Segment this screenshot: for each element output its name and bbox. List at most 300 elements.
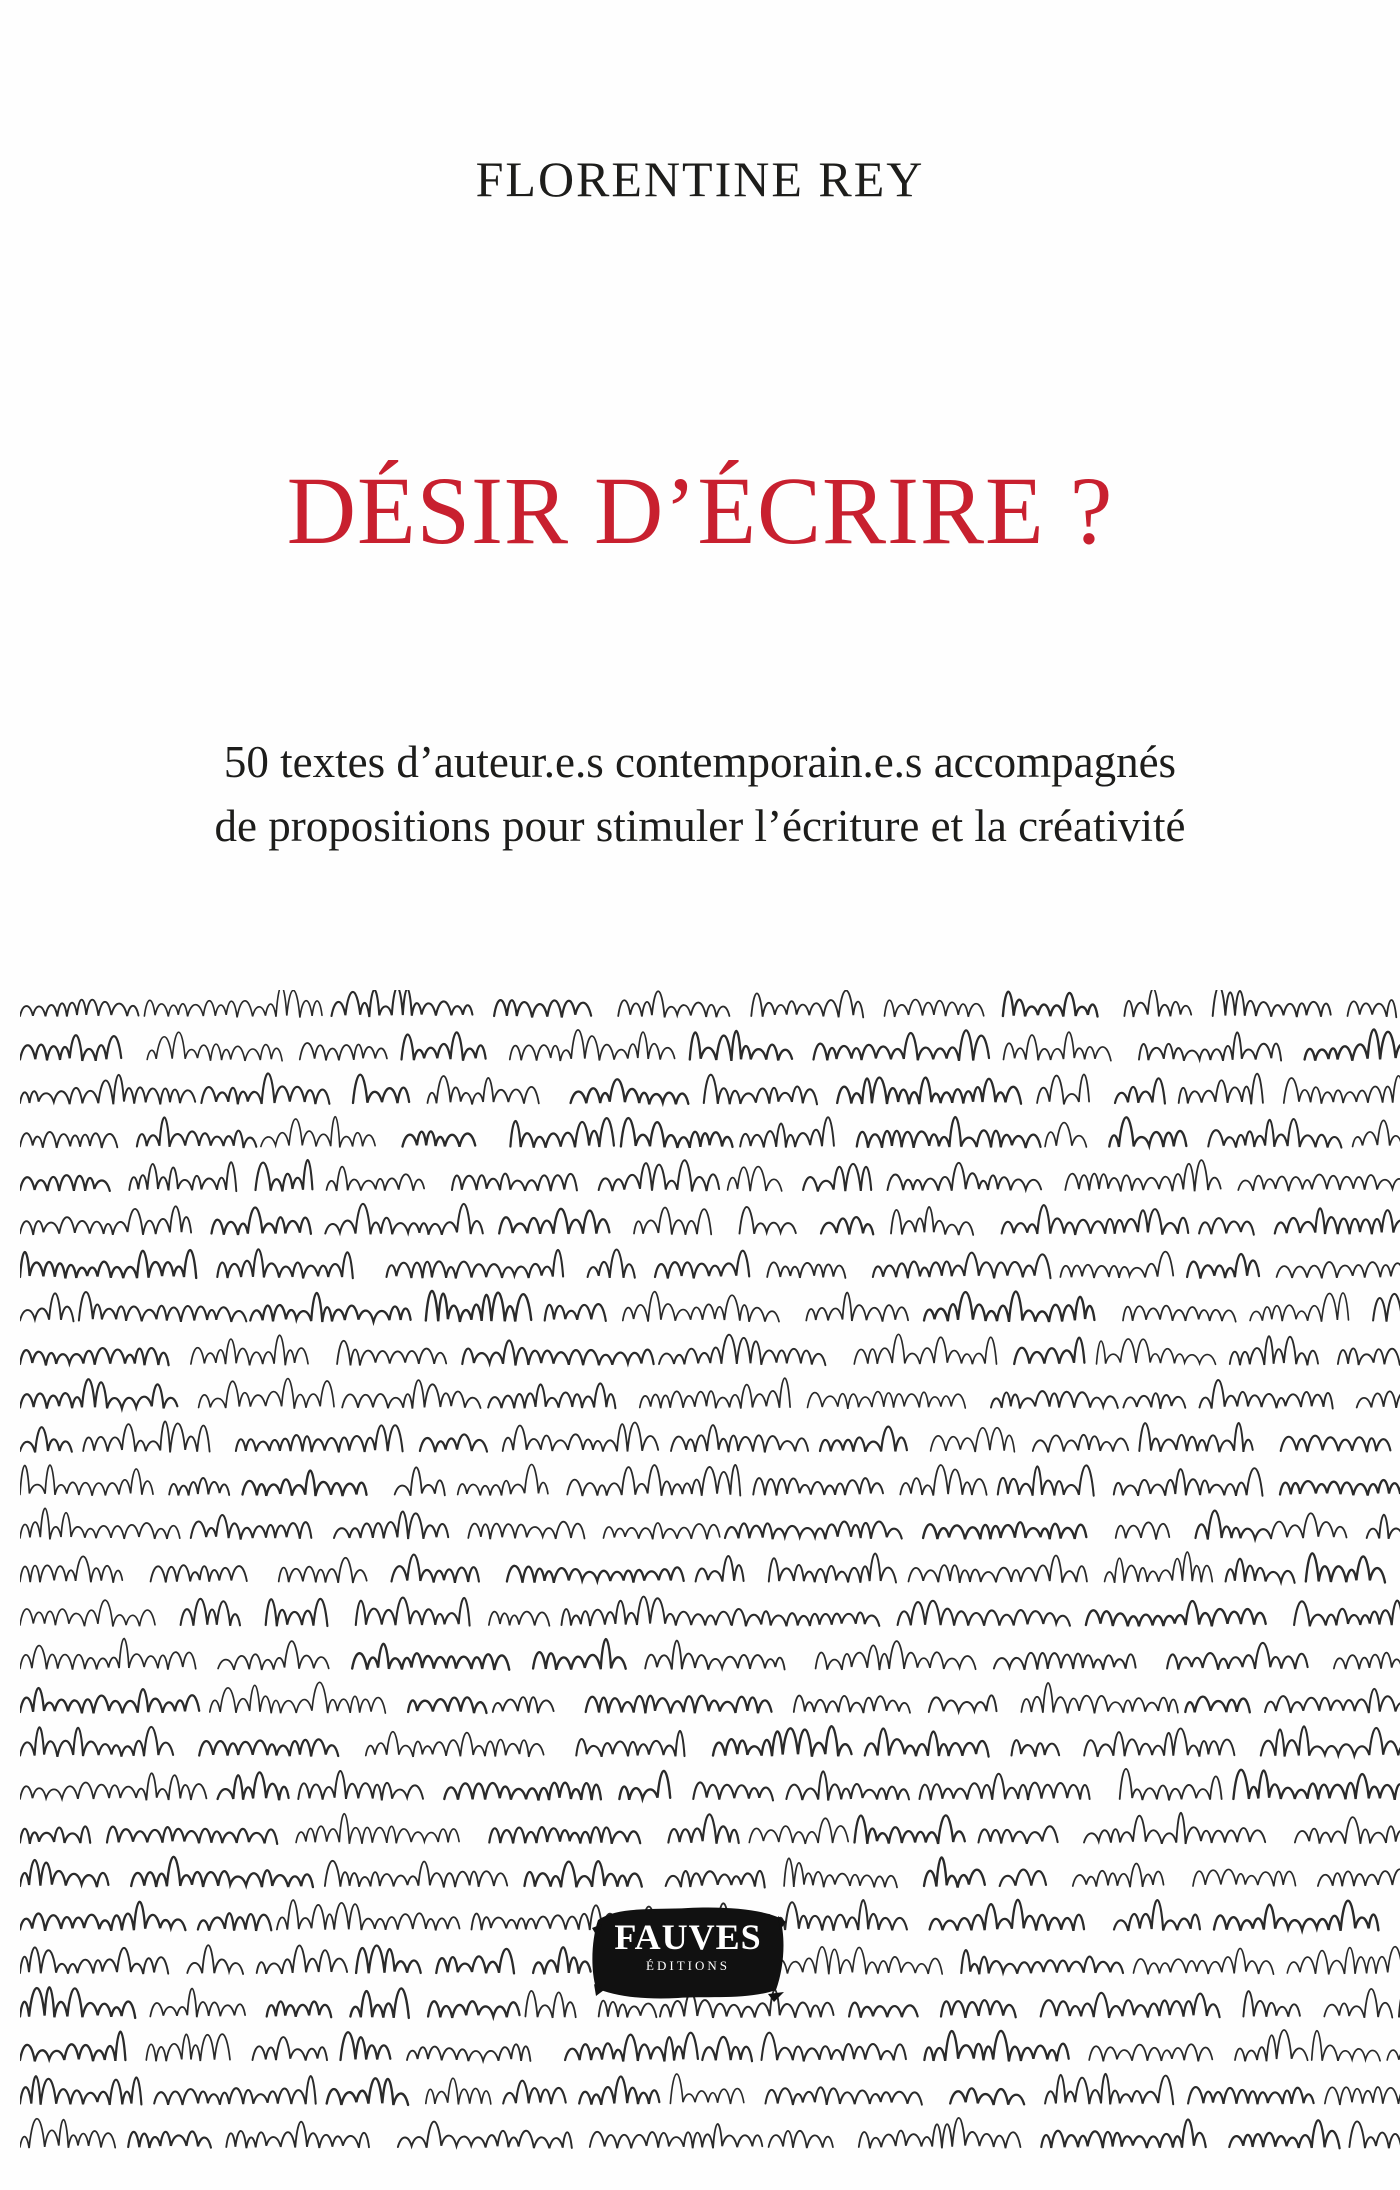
- handwritten-word: [428, 2001, 519, 2018]
- handwritten-word: [510, 1030, 675, 1061]
- handwritten-word: [634, 1208, 711, 1235]
- handwritten-word: [621, 1118, 733, 1148]
- handwritten-word: [1134, 1948, 1274, 1974]
- handwritten-word: [332, 990, 473, 1017]
- handwritten-word: [1306, 1553, 1385, 1582]
- handwritten-word: [1060, 1252, 1173, 1278]
- handwritten-word: [503, 2081, 566, 2104]
- handwritten-word: [1324, 1989, 1392, 2018]
- handwritten-word: [920, 1774, 1090, 1800]
- handwritten-word: [20, 1293, 74, 1321]
- handwritten-word: [599, 1160, 719, 1191]
- handwritten-word: [794, 1696, 910, 1714]
- handwritten-word: [395, 1467, 445, 1495]
- handwritten-word: [212, 1208, 311, 1235]
- handwritten-word: [337, 1341, 446, 1366]
- handwritten-word: [1199, 1218, 1254, 1235]
- handwritten-word: [20, 1206, 191, 1235]
- handwritten-word: [774, 1947, 942, 1974]
- handwritten-word: [20, 1000, 139, 1017]
- handwritten-word: [452, 1174, 577, 1191]
- handwritten-word: [1250, 1293, 1348, 1322]
- handwritten-word: [1084, 1813, 1265, 1844]
- author-name: FLORENTINE REY: [475, 151, 925, 207]
- handwritten-word: [1213, 990, 1331, 1017]
- handwritten-word: [749, 1818, 848, 1844]
- handwritten-word: [20, 1035, 121, 1061]
- handwritten-word: [576, 1731, 684, 1757]
- handwritten-word: [256, 1160, 313, 1191]
- handwritten-line: [20, 1597, 1400, 1627]
- handwritten-word: [350, 1988, 408, 2017]
- handwritten-word: [1233, 1770, 1400, 1800]
- handwritten-word: [659, 1335, 825, 1366]
- handwritten-word: [1261, 1726, 1400, 1756]
- handwritten-word: [428, 1076, 539, 1104]
- handwritten-word: [1280, 1471, 1400, 1495]
- handwritten-word: [226, 2122, 369, 2149]
- handwritten-word: [169, 1478, 229, 1496]
- handwritten-word: [837, 1078, 1021, 1105]
- handwritten-word: [732, 1609, 879, 1626]
- handwritten-word: [199, 1739, 338, 1756]
- handwritten-word: [728, 1167, 782, 1192]
- handwritten-word: [849, 2003, 918, 2018]
- handwritten-line: [20, 1769, 1400, 1801]
- handwritten-line: [20, 1552, 1385, 1583]
- handwritten-word: [586, 1696, 772, 1714]
- handwritten-word: [941, 2000, 1016, 2018]
- handwritten-word: [408, 1697, 486, 1713]
- handwritten-word: [20, 1132, 117, 1148]
- handwritten-word: [1338, 1348, 1400, 1365]
- handwritten-manuscript-illustration: [20, 990, 1400, 2190]
- handwritten-word: [1041, 1993, 1220, 2018]
- handwritten-word: [814, 1030, 990, 1060]
- handwritten-word: [356, 1945, 421, 1973]
- handwritten-word: [217, 1249, 352, 1278]
- handwritten-word: [1109, 1117, 1186, 1147]
- handwritten-word: [924, 1857, 985, 1887]
- handwritten-word: [1357, 1391, 1400, 1408]
- handwritten-word: [618, 991, 729, 1017]
- handwritten-word: [1348, 1000, 1397, 1017]
- handwritten-word: [767, 1262, 845, 1278]
- handwritten-word: [1037, 1074, 1089, 1104]
- handwritten-word: [387, 1250, 564, 1279]
- handwritten-word: [426, 2078, 491, 2104]
- handwritten-word: [1275, 1208, 1400, 1234]
- handwritten-word: [352, 1644, 509, 1670]
- handwritten-word: [1089, 2044, 1212, 2061]
- handwritten-word: [20, 1947, 168, 1974]
- handwritten-line: [20, 1291, 1400, 1322]
- handwritten-word: [20, 1987, 135, 2018]
- handwritten-word: [1123, 1393, 1185, 1409]
- handwritten-word: [1284, 1076, 1400, 1104]
- handwritten-word: [436, 1949, 514, 1974]
- handwritten-word: [1387, 2049, 1400, 2061]
- handwritten-word: [236, 1425, 403, 1452]
- handwritten-word: [20, 1860, 108, 1887]
- handwritten-word: [865, 1728, 989, 1756]
- handwritten-word: [250, 1293, 410, 1322]
- handwritten-word: [623, 1292, 779, 1322]
- handwritten-word: [507, 1566, 684, 1583]
- handwritten-word: [298, 1771, 423, 1800]
- handwritten-word: [151, 1565, 247, 1582]
- handwritten-word: [1373, 1294, 1400, 1322]
- handwritten-word: [131, 1857, 313, 1887]
- handwritten-word: [590, 2124, 763, 2148]
- handwritten-word: [690, 1031, 792, 1061]
- handwritten-word: [525, 1991, 575, 2018]
- handwritten-word: [762, 2033, 906, 2062]
- handwritten-word: [1097, 1339, 1216, 1364]
- handwritten-line: [20, 1421, 1390, 1452]
- handwritten-word: [296, 1814, 459, 1844]
- handwritten-word: [20, 1727, 173, 1757]
- handwritten-word: [1196, 1511, 1272, 1540]
- handwritten-word: [808, 1392, 966, 1409]
- handwritten-line: [20, 1813, 1400, 1844]
- handwritten-word: [20, 1826, 90, 1843]
- handwritten-word: [1114, 1900, 1200, 1931]
- handwritten-word: [489, 1612, 550, 1626]
- handwritten-word: [961, 1950, 1123, 1974]
- handwritten-word: [20, 1688, 199, 1713]
- handwritten-word: [1238, 1174, 1400, 1191]
- handwritten-word: [20, 1600, 155, 1626]
- handwritten-word: [567, 1465, 740, 1496]
- handwritten-line: [20, 1639, 1400, 1670]
- handwritten-word: [1086, 1601, 1266, 1626]
- handwritten-word: [83, 1421, 209, 1452]
- handwritten-word: [1193, 1869, 1296, 1886]
- handwritten-word: [855, 1815, 965, 1844]
- handwritten-word: [1012, 1740, 1060, 1756]
- handwritten-word: [210, 1682, 386, 1713]
- handwritten-word: [1014, 1338, 1084, 1364]
- handwritten-word: [1367, 1515, 1400, 1539]
- handwritten-word: [604, 1523, 720, 1539]
- handwritten-word: [786, 1771, 909, 1800]
- handwritten-word: [218, 1641, 329, 1670]
- handwritten-word: [191, 1515, 311, 1540]
- handwritten-word: [150, 1989, 245, 2018]
- handwritten-word: [489, 1827, 640, 1844]
- handwritten-word: [1002, 1205, 1188, 1235]
- handwritten-word: [1353, 1120, 1400, 1148]
- handwritten-word: [1185, 1697, 1250, 1713]
- handwritten-word: [806, 1293, 908, 1322]
- handwritten-line: [20, 2074, 1400, 2105]
- handwritten-word: [588, 1249, 635, 1277]
- handwritten-word: [1318, 1869, 1400, 1886]
- handwritten-word: [147, 1032, 282, 1061]
- handwritten-word: [1287, 1947, 1400, 1975]
- handwritten-word: [670, 2074, 743, 2104]
- handwritten-word: [888, 1163, 1042, 1191]
- handwritten-word: [1226, 1559, 1295, 1583]
- handwritten-word: [655, 1251, 749, 1279]
- handwritten-word: [341, 2032, 391, 2060]
- handwritten-word: [366, 1732, 544, 1757]
- handwritten-word: [444, 1783, 601, 1801]
- handwritten-word: [243, 1471, 367, 1496]
- handwritten-word: [129, 1162, 236, 1191]
- handwritten-word: [20, 1508, 180, 1539]
- handwritten-word: [640, 1378, 790, 1408]
- handwritten-word: [931, 1428, 1015, 1452]
- handwritten-word: [201, 1073, 329, 1104]
- handwritten-word: [753, 1478, 883, 1495]
- handwritten-word: [1265, 1689, 1400, 1713]
- handwritten-word: [494, 1000, 591, 1017]
- handwritten-word: [20, 1075, 195, 1105]
- handwritten-word: [854, 1334, 996, 1364]
- handwritten-word: [571, 1079, 689, 1104]
- handwritten-line: [20, 990, 1396, 1018]
- handwritten-word: [353, 1075, 409, 1103]
- handwritten-word: [1123, 1306, 1236, 1322]
- handwritten-word: [803, 1164, 871, 1192]
- handwritten-word: [873, 1253, 1051, 1279]
- handwritten-word: [261, 1117, 375, 1148]
- handwritten-word: [426, 1291, 531, 1322]
- handwritten-word: [458, 1464, 548, 1495]
- handwritten-word: [998, 1465, 1094, 1495]
- handwritten-word: [20, 1556, 122, 1582]
- handwritten-word: [1116, 1522, 1170, 1539]
- handwritten-word: [20, 2032, 125, 2062]
- handwritten-word: [327, 2078, 408, 2105]
- handwritten-word: [1281, 1436, 1391, 1453]
- handwritten-word: [277, 1900, 460, 1930]
- handwritten-word: [1312, 2031, 1380, 2061]
- handwritten-word: [1334, 1653, 1400, 1670]
- handwritten-word: [20, 1465, 153, 1496]
- handwritten-word: [1045, 1123, 1086, 1147]
- handwritten-word: [334, 1511, 448, 1539]
- handwritten-word: [402, 1032, 486, 1060]
- handwritten-line: [20, 1204, 1400, 1235]
- handwritten-word: [187, 1945, 243, 1974]
- handwritten-word: [199, 1379, 334, 1409]
- handwritten-word: [1115, 1078, 1165, 1103]
- handwritten-word: [769, 2131, 833, 2148]
- handwritten-word: [499, 1209, 609, 1234]
- handwritten-word: [930, 1900, 1084, 1931]
- handwritten-word: [713, 1726, 852, 1756]
- handwritten-line: [20, 1334, 1400, 1365]
- handwritten-word: [1000, 1870, 1046, 1886]
- handwritten-word: [1003, 992, 1098, 1017]
- handwritten-word: [784, 1858, 897, 1887]
- handwritten-word: [1139, 1032, 1281, 1060]
- handwritten-word: [279, 1558, 367, 1583]
- handwritten-word: [1187, 1254, 1259, 1278]
- handwritten-word: [510, 1118, 614, 1148]
- handwritten-word: [1271, 1513, 1346, 1538]
- handwritten-line: [20, 1508, 1400, 1539]
- handwritten-word: [253, 2037, 328, 2060]
- handwritten-word: [1021, 1683, 1178, 1714]
- book-subtitle: [0, 730, 1400, 858]
- handwritten-word: [325, 1204, 483, 1235]
- handwritten-word: [820, 1427, 907, 1452]
- handwritten-word: [994, 1653, 1136, 1670]
- handwritten-line: [20, 1117, 1400, 1148]
- handwritten-word: [1230, 1336, 1318, 1365]
- handwritten-word: [20, 1773, 206, 1800]
- handwritten-word: [493, 1697, 554, 1713]
- handwritten-word: [857, 1117, 1041, 1148]
- handwritten-word: [146, 2034, 230, 2061]
- handwritten-word: [696, 1556, 744, 1582]
- handwritten-word: [1305, 1029, 1400, 1060]
- handwritten-word: [1188, 2087, 1314, 2104]
- handwritten-word: [144, 990, 322, 1018]
- handwritten-word: [693, 1782, 773, 1800]
- handwritten-word: [20, 1175, 110, 1191]
- handwritten-word: [154, 2076, 316, 2105]
- handwritten-word: [565, 2033, 698, 2062]
- handwritten-word: [20, 1379, 177, 1408]
- handwritten-word: [533, 1947, 591, 1974]
- handwritten-word: [128, 2131, 211, 2148]
- handwritten-word: [671, 1425, 808, 1452]
- handwritten-word: [885, 1000, 984, 1017]
- handwritten-line: [20, 1160, 1400, 1192]
- handwritten-word: [181, 1599, 240, 1626]
- handwritten-word: [342, 1380, 480, 1409]
- handwritten-word: [1349, 2121, 1400, 2148]
- handwritten-word: [740, 1207, 796, 1234]
- handwritten-word: [1277, 1248, 1400, 1278]
- handwritten-word: [562, 1597, 732, 1626]
- handwritten-line: [20, 1378, 1400, 1409]
- handwritten-word: [257, 1945, 347, 1973]
- handwritten-word: [525, 1861, 642, 1887]
- handwritten-word: [1325, 2087, 1400, 2105]
- handwritten-word: [1229, 2120, 1339, 2148]
- handwritten-word: [950, 2088, 1024, 2105]
- handwritten-word: [468, 1522, 584, 1540]
- handwritten-line: [20, 1857, 1400, 1888]
- handwritten-word: [666, 1871, 765, 1888]
- publisher-name: FAUVES: [614, 1917, 762, 1957]
- subtitle-line-2: de propositions pour stimuler l’écriture et la créativité: [214, 801, 1186, 851]
- handwritten-word: [325, 1861, 507, 1888]
- handwritten-word: [1295, 1817, 1400, 1844]
- handwriting-scribbles: [20, 990, 1400, 2190]
- handwritten-word: [900, 1465, 986, 1496]
- handwritten-word: [1045, 2074, 1173, 2105]
- handwritten-word: [816, 1641, 976, 1670]
- handwritten-word: [1084, 1728, 1234, 1756]
- handwritten-word: [740, 1117, 834, 1147]
- handwritten-word: [1243, 1991, 1300, 2017]
- handwritten-word: [191, 1335, 308, 1365]
- handwritten-word: [725, 1522, 902, 1540]
- handwritten-word: [356, 1598, 470, 1626]
- handwritten-word: [300, 1043, 387, 1060]
- handwritten-word: [891, 1207, 973, 1235]
- handwritten-word: [1200, 1380, 1333, 1409]
- handwritten-word: [327, 1167, 425, 1191]
- handwritten-word: [769, 1553, 896, 1582]
- handwritten-line: [20, 1464, 1400, 1496]
- handwritten-word: [704, 1075, 817, 1105]
- handwritten-word: [1179, 1074, 1263, 1105]
- handwritten-word: [766, 2087, 922, 2105]
- handwritten-word: [503, 1422, 659, 1451]
- handwritten-word: [1294, 1601, 1400, 1627]
- handwritten-line: [20, 2030, 1400, 2062]
- handwritten-word: [1139, 1423, 1252, 1452]
- publisher-logo: [588, 1898, 788, 2008]
- handwritten-word: [488, 1383, 615, 1408]
- handwritten-word: [1235, 2030, 1308, 2061]
- publisher-subtitle: ÉDITIONS: [646, 1958, 730, 1973]
- handwritten-word: [1105, 1552, 1213, 1583]
- handwritten-line: [20, 2118, 1400, 2148]
- handwritten-word: [1120, 1769, 1222, 1801]
- handwritten-word: [1214, 1901, 1378, 1931]
- handwritten-word: [20, 2076, 141, 2105]
- handwritten-word: [267, 2001, 332, 2017]
- handwritten-word: [420, 1434, 487, 1452]
- handwritten-word: [668, 1814, 738, 1843]
- handwritten-word: [1073, 1863, 1164, 1887]
- handwritten-word: [218, 1772, 289, 1800]
- handwritten-word: [991, 1391, 1118, 1408]
- handwritten-word: [909, 1555, 1087, 1582]
- handwritten-line: [20, 1073, 1400, 1104]
- handwritten-line: [20, 1248, 1400, 1278]
- handwritten-word: [859, 2118, 1021, 2148]
- handwritten-word: [545, 1304, 606, 1321]
- handwritten-word: [198, 1913, 271, 1931]
- handwritten-word: [107, 1827, 277, 1844]
- handwritten-word: [1004, 1032, 1111, 1061]
- handwritten-word: [1167, 1643, 1308, 1670]
- handwritten-word: [1041, 2119, 1205, 2148]
- handwritten-word: [619, 1771, 670, 1800]
- handwritten-line: [20, 1682, 1400, 1713]
- handwritten-word: [20, 1639, 196, 1670]
- handwritten-word: [645, 1641, 784, 1670]
- handwritten-word: [898, 1601, 1070, 1626]
- handwritten-word: [579, 2076, 659, 2104]
- handwritten-word: [702, 2037, 752, 2061]
- handwritten-word: [392, 1555, 479, 1583]
- subtitle-line-1: 50 textes d’auteur.e.s contemporain.e.s accompagnés: [223, 737, 1177, 787]
- handwritten-line: [20, 1726, 1400, 1757]
- handwritten-word: [20, 1250, 196, 1278]
- handwritten-word: [403, 1131, 476, 1146]
- handwritten-word: [398, 2122, 572, 2149]
- handwritten-word: [924, 1291, 1094, 1322]
- handwritten-word: [924, 2031, 1068, 2061]
- handwritten-word: [533, 1639, 626, 1670]
- handwritten-word: [79, 1292, 246, 1322]
- handwritten-word: [979, 1826, 1058, 1844]
- handwritten-word: [462, 1340, 653, 1365]
- handwritten-word: [20, 1348, 169, 1365]
- handwritten-word: [929, 1695, 997, 1712]
